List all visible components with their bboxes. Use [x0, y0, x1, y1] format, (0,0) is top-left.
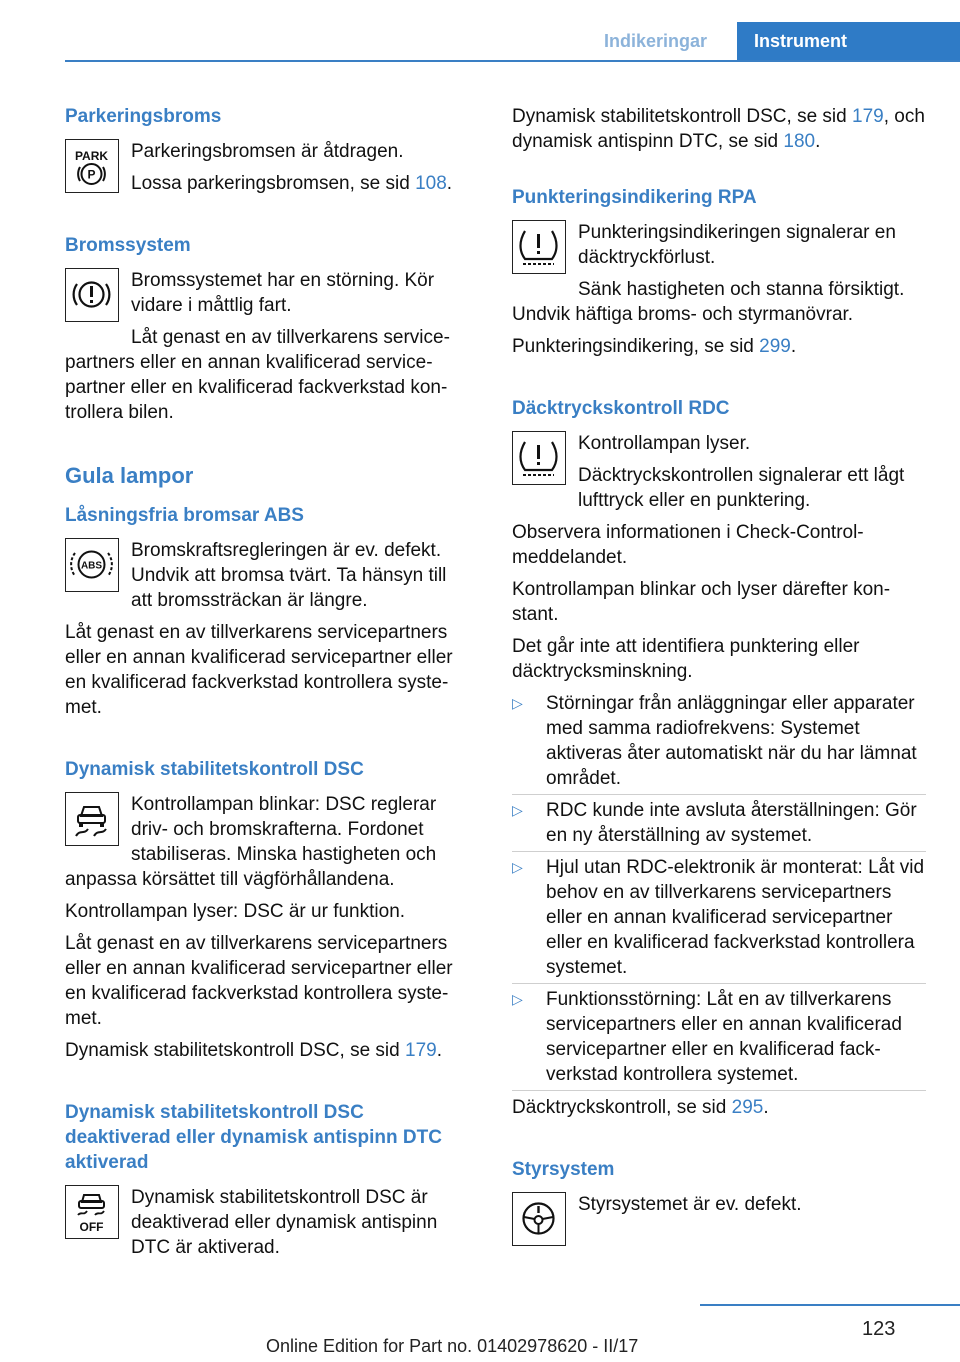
- rdc-text-3: Observera informationen i Check-Control-meddelandet.: [512, 522, 864, 568]
- dsc-dtc-reference: Dynamisk stabilitetskontroll DSC, se sid 179, och dynamisk antispinn DTC, se sid 180.: [512, 106, 925, 152]
- dsc-off-entry: [65, 1185, 469, 1260]
- rpa-entry: [512, 220, 926, 359]
- page-link-295[interactable]: 295: [731, 1097, 764, 1118]
- section-tab: Indikeringar: [604, 31, 708, 51]
- page-link-299[interactable]: 299: [759, 336, 791, 357]
- rpa-heading: Punkteringsindikering RPA: [512, 187, 757, 208]
- list-item: ▷ Störningar från anläggningar eller apparater med samma radiofrekvens: Systemet aktiveras åter automatiskt när du har lämnat området.: [512, 691, 926, 791]
- parking-brake-text-1: Parkeringsbromsen är åtdragen.: [131, 141, 404, 162]
- dsc-off-heading: Dynamisk stabilitetskontroll DSC deaktiverad eller dynamisk antispinn DTC aktiverad: [65, 1102, 442, 1173]
- header-rule: [65, 60, 960, 62]
- tire-pressure-icon: [512, 431, 566, 485]
- left-column: [65, 104, 469, 1267]
- steering-heading: Styrsystem: [512, 1159, 615, 1180]
- abs-heading: Låsningsfria bromsar ABS: [65, 505, 304, 526]
- rdc-heading: Däcktryckskontroll RDC: [512, 398, 730, 419]
- right-column: [512, 104, 926, 1250]
- abs-text-1: Bromskraftsregleringen är ev. defekt. Undvik att bromsa tvärt. Ta hänsyn till att bromssträckan är längre.: [131, 540, 447, 611]
- rdc-text-1: Kontrollampan lyser.: [578, 433, 751, 454]
- page-link-180[interactable]: 180: [783, 131, 816, 152]
- bullet-arrow-icon: ▷: [512, 859, 523, 875]
- dsc-text-4: Dynamisk stabilitetskontroll DSC, se sid 179.: [65, 1040, 442, 1061]
- dsc-entry: [65, 792, 469, 1063]
- steering-wheel-warning-icon: [512, 1192, 566, 1246]
- off-icon-label: OFF: [79, 1220, 104, 1234]
- rdc-text-5: Det går inte att identifiera punktering eller däcktrycksminskning.: [512, 636, 860, 682]
- tire-warning-icon: [512, 220, 566, 274]
- dsc-off-text-1: Dynamisk stabilitetskontroll DSC är deaktiverad eller dynamisk antispinn DTC är aktiverad.: [131, 1187, 438, 1258]
- brake-warning-icon: [65, 268, 119, 322]
- rdc-entry: [512, 431, 926, 1120]
- dsc-text-2: Kontrollampan lyser: DSC är ur funktion.: [65, 901, 406, 922]
- parking-brake-icon: [65, 139, 119, 193]
- brake-system-entry: [65, 268, 469, 425]
- svg-text:P: P: [87, 167, 96, 182]
- dsc-text-3: Låt genast en av tillverkarens servicepartners eller en annan kvalificerad servicepartner eller en kvalificerad fackverkstad kontrollera systemet.: [65, 933, 453, 1029]
- steering-entry: [512, 1192, 926, 1217]
- abs-icon-label: ABS: [80, 560, 103, 572]
- dsc-icon: [65, 792, 119, 846]
- rdc-bullet-list: [512, 691, 926, 1087]
- steering-text-1: Styrsystemet är ev. defekt.: [578, 1194, 802, 1215]
- dsc-text-1: Kontrollampan blinkar: DSC reglerar driv- och bromskrafterna. Fordonet stabiliseras. Minska hastigheten och anpassa körsättet till vägförhållandena.: [65, 794, 437, 890]
- dsc-heading: Dynamisk stabilitetskontroll DSC: [65, 759, 364, 780]
- page-link-179b[interactable]: 179: [852, 106, 884, 127]
- yellow-lamps-heading: Gula lampor: [65, 463, 194, 488]
- rdc-reference: Däcktryckskontroll, se sid 295.: [512, 1097, 769, 1118]
- parking-brake-heading: Parkeringsbroms: [65, 106, 222, 127]
- bullet-arrow-icon: ▷: [512, 802, 523, 818]
- rdc-text-4: Kontrollampan blinkar och lyser därefter konstant.: [512, 579, 891, 625]
- parking-brake-entry: [65, 139, 469, 203]
- rpa-text-3: Punkteringsindikering, se sid 299.: [512, 336, 797, 357]
- page-link-108[interactable]: 108: [415, 173, 447, 194]
- brake-system-text-2: Låt genast en av tillverkarens servicepartners eller en annan kvalificerad servicepartner eller en kvalificerad fackverkstad kontrollera bilen.: [65, 327, 450, 423]
- list-item: ▷ Hjul utan RDC-elektronik är monterat: Låt vid behov en av tillverkarens servicepartners eller en annan kvalificerad servicepartner eller en kvalificerad fackverkstad kontrollera systemet.: [512, 857, 925, 978]
- rpa-text-1: Punkteringsindikeringen signalerar en däcktryckförlust.: [578, 222, 896, 268]
- bullet-arrow-icon: ▷: [512, 695, 523, 711]
- abs-text-2: Låt genast en av tillverkarens servicepartners eller en annan kvalificerad servicepartner eller en kvalificerad fackverkstad kontrollera systemet.: [65, 622, 453, 718]
- park-icon-label: PARK: [74, 149, 109, 163]
- footer-rule: [700, 1304, 960, 1306]
- abs-entry: [65, 538, 469, 720]
- list-item: ▷ Funktionsstörning: Låt en av tillverkarens servicepartners eller en annan kvalificerad servicepartner eller en kvalificerad fackverkstad kontrollera systemet.: [512, 987, 926, 1087]
- rdc-text-2: Däcktryckskontrollen signalerar ett lågt lufttryck eller en punktering.: [578, 465, 905, 511]
- edition-note: Online Edition for Part no. 01402978620 - II/17: [266, 1336, 639, 1356]
- page-number: 123: [862, 1318, 896, 1340]
- parking-brake-text-2: Lossa parkeringsbromsen, se sid 108.: [131, 173, 453, 194]
- bullet-arrow-icon: ▷: [512, 991, 523, 1007]
- rpa-text-2: Sänk hastigheten och stanna försiktigt. Undvik häftiga broms- och styrmanövrar.: [512, 279, 905, 325]
- chapter-tab: Instrument: [737, 22, 960, 62]
- list-item: ▷ RDC kunde inte avsluta återställningen: Gör en ny återställning av systemet.: [512, 798, 926, 848]
- brake-system-heading: Bromssystem: [65, 235, 191, 256]
- brake-system-text-1: Bromssystemet har en störning. Kör vidare i måttlig fart.: [131, 270, 435, 316]
- page-link-179[interactable]: 179: [405, 1040, 437, 1061]
- dsc-off-icon: [65, 1185, 119, 1239]
- abs-icon: [65, 538, 119, 592]
